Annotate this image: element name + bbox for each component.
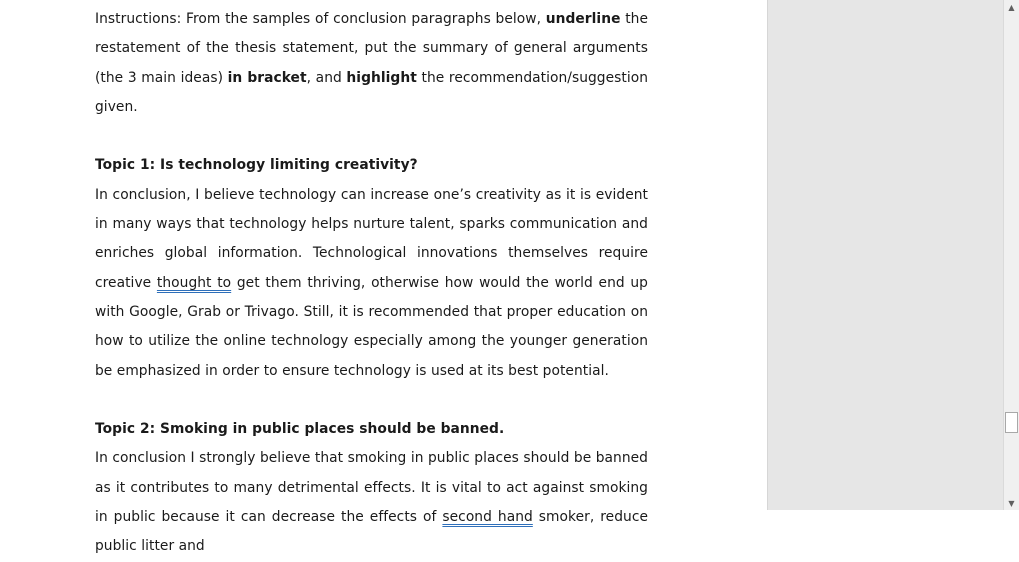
topic2-text-b: smoker, reduce public litter and: [95, 509, 648, 555]
document-body[interactable]: [95, 5, 648, 562]
instructions-mid-2: , and: [306, 69, 347, 86]
topic2-grammar-flag[interactable]: second hand: [442, 509, 533, 526]
instructions-bold-bracket: in bracket: [227, 69, 307, 86]
topic2-heading[interactable]: Topic 2: Smoking in public places should be banned.: [95, 421, 505, 438]
vertical-scrollbar[interactable]: [1003, 0, 1019, 510]
topic1-paragraph[interactable]: [95, 181, 648, 386]
topic1-text-a: In conclusion, I believe technology can increase one’s creativity as it is evident in many ways that technology helps nurture talent, sparks communication and enriches global information. Technological innovations themselves require creative: [95, 186, 648, 291]
gray-workspace: [767, 0, 1003, 510]
blank-line: [95, 122, 648, 151]
scroll-thumb[interactable]: [1005, 412, 1018, 433]
scroll-up-button[interactable]: [1004, 0, 1019, 14]
topic1-heading[interactable]: Topic 1: Is technology limiting creativity?: [95, 157, 418, 174]
topic2-text-a: In conclusion I strongly believe that smoking in public places should be banned as it contributes to many detrimental effects. It is vital to act against smoking in public because it can decrease the effects of: [95, 450, 648, 526]
instructions-paragraph[interactable]: [95, 5, 648, 122]
instructions-prefix: Instructions: From the samples of conclusion paragraphs below,: [95, 11, 546, 27]
instructions-bold-highlight: highlight: [346, 69, 417, 86]
scroll-down-button[interactable]: [1004, 496, 1019, 510]
topic2-paragraph[interactable]: [95, 444, 648, 561]
instructions-suffix: the recommendation/suggestion given.: [95, 69, 649, 115]
topic1-grammar-flag[interactable]: thought to: [156, 274, 232, 291]
instructions-mid-1: the restatement of the thesis statement, put the summary of general arguments (the 3 main ideas): [95, 11, 648, 86]
topic1-text-b: get them thriving, otherwise how would the world end up with Google, Grab or Trivago. Still, it is recommended that proper education on how to utilize the online technology especially among the younger generation be emphasized in order to ensure technology is used at its best potential.: [95, 274, 648, 379]
triangle-down-icon: ▼: [1008, 498, 1015, 508]
blank-line: [95, 386, 648, 415]
triangle-up-icon: ▲: [1008, 2, 1015, 12]
instructions-bold-underline: underline: [545, 11, 621, 27]
